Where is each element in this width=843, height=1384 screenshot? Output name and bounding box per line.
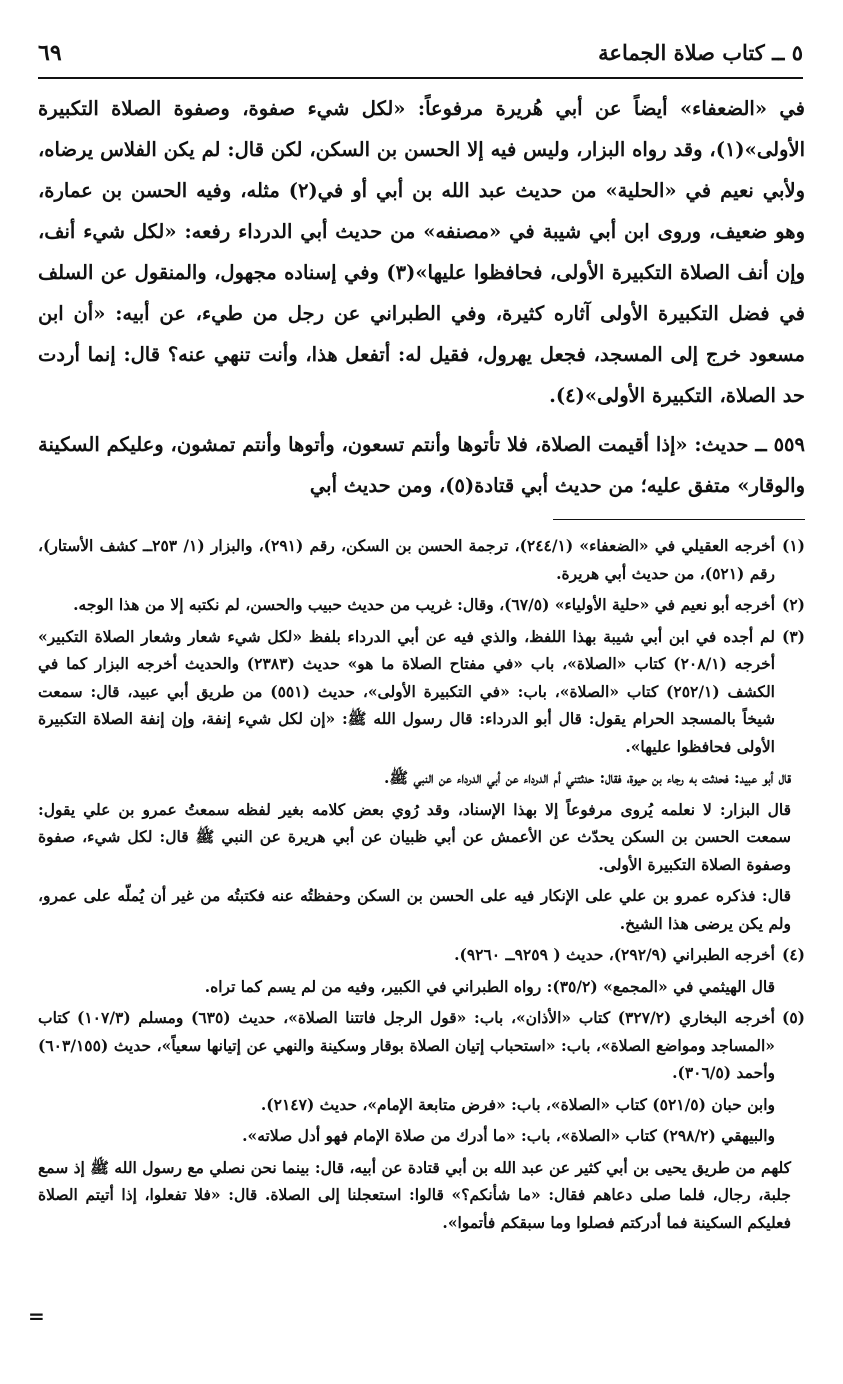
footnote-text: أخرجه العقيلي في «الضعفاء» (٢٤٤/١)، ترجمة الحسن بن السكن، رقم (٢٩١)، والبزار (١/ ٢٥٣ــ كشف الأستار)، رقم (٥٢١)، من حديث أبي هريرة. (38, 536, 776, 583)
footnote-3-continuation: قال: فذكره عمرو بن علي على الإنكار فيه على الحسن بن السكن وحفظتُه عنه فكتبتُه من غير أن يُملّه على عمرو، ولم يكن يرضى هذا الشيخ. (38, 886, 791, 933)
footnote-text: أخرجه أبو نعيم في «حلية الأولياء» (٦٧/٥)، وقال: غريب من حديث حبيب والحسن، لم نكتبه إلا من هذا الوجه. (73, 595, 775, 614)
header-rule (38, 77, 803, 79)
footnote-text: لم أجده في ابن أبي شيبة بهذا اللفظ، والذي فيه عن أبي الدرداء بلفظ «لكل شيء شعار وشعار الصلاة التكبير» أخرجه (٢٠٨/١) كتاب «الصلاة»، باب «في مفتاح الصلاة ما هو» حديث (٢٣٨٣) والحديث أخرجه البزار كما في الكشف (٢٥٢/١) كتاب «الصلاة»، باب: «في التكبيرة الأولى»، حديث (٥٥١) من طريق أبي عبيد، قال: سمعت شيخاً بالمسجد الحرام يقول: قال أبو الدرداء: قال رسول الله ﷺ: «إن لكل شيء إنفة، وإن إنفة الصلاة التكبيرة الأولى فحافظوا عليها». (38, 626, 776, 756)
footnote-4-continuation: قال الهيثمي في «المجمع» (٣٥/٢): رواه الطبراني في الكبير، وفيه من لم يسم كما تراه. (204, 976, 775, 996)
hadith-text: حديث: «إذا أقيمت الصلاة، فلا تأتوها وأنتم تسعون، وأتوها وأنتم تمشون، وعليكم السكينة والوقار» متفق عليه؛ من حديث أبي قتادة(٥)، ومن حديث أبي (38, 433, 805, 497)
running-head: ٥ ــ كتاب صلاة الجماعة (598, 40, 803, 65)
footnote-label: (١) (782, 536, 806, 555)
hadith-paragraph (38, 424, 805, 506)
footnotes (38, 532, 805, 1240)
footnote-label: (٥) (781, 1008, 805, 1027)
footnote-1 (38, 532, 805, 587)
footnote-text: أخرجه الطبراني (٢٩٢/٩)، حديث ( ٩٢٥٩ــ ٩٢٦٠). (454, 945, 775, 964)
footnote-3-continuation: قال البزار: لا نعلمه يُروى مرفوعاً إلا بهذا الإسناد، وقد رُوي بعض كلامه بغير لفظه سمعتُ عمرو بن علي يقول: سمعت الحسن بن السكن يحدّث عن الأعمش عن أبي ظبيان عن أبي هريرة عن النبي ﷺ قال: لكل شيء، صفوة وصفوة الصلاة التكبيرة الأولى. (38, 799, 791, 874)
footnote-2 (38, 591, 805, 619)
footnote-5-continuation: والبيهقي (٢٩٨/٢) كتاب «الصلاة»، باب: «ما أدرك من صلاة الإمام فهو أدل صلاته». (242, 1126, 775, 1145)
main-text (38, 88, 805, 506)
page-header (38, 38, 803, 78)
footnote-label: (٤) (781, 945, 805, 964)
footnote-3 (38, 623, 805, 761)
footnote-5-continuation: كلهم من طريق يحيى بن أبي كثير عن عبد الله بن أبي قتادة عن أبيه، قال: بينما نحن نصلي مع رسول الله ﷺ إذ سمع جلبة، رجال، فلما صلى دعاهم فقال: «ما شأنكم؟» قالوا: استعجلنا إلى الصلاة. قال: «فلا تفعلوا، إذا أتيتم الصلاة فعليكم السكينة فما أدركتم فصلوا وما سبقكم فأتموا». (38, 1157, 791, 1232)
continuation-mark: = (28, 1304, 45, 1328)
footnote-label: (٢) (781, 595, 805, 614)
footnote-text: أخرجه البخاري (٣٢٧/٢) كتاب «الأذان»، باب: «قول الرجل فاتتنا الصلاة»، حديث (٦٣٥) ومسلم (١٠٧/٣) كتاب «المساجد ومواضع الصلاة»، باب: «استحباب إتيان الصلاة بوقار وسكينة والنهي عن إتيانها سعياً»، حديث (٦٠٣/١٥٥) وأحمد (٣٠٦/٥). (38, 1008, 775, 1082)
footnote-5-continuation: وابن حبان (٥٢١/٥) كتاب «الصلاة»، باب: «فرض متابعة الإمام»، حديث (٢١٤٧). (260, 1094, 775, 1114)
hadith-number: ٥٥٩ ــ (755, 433, 805, 456)
footnote-5 (38, 1004, 805, 1087)
footnote-rule (553, 519, 805, 520)
footnote-label: (٣) (781, 626, 805, 646)
page-number: ٦٩ (38, 40, 62, 66)
body-paragraph: في «الضعفاء» أيضاً عن أبي هُريرة مرفوعاً: «لكل شيء صفوة، وصفوة الصلاة التكبيرة الأولى»(١)، وقد رواه البزار، وليس فيه إلا الحسن بن السكن، لكن قال: لم يكن الفلاس يرضاه، ولأبي نعيم في «الحلية» من حديث عبد الله بن أبي أو في(٢) مثله، وفيه الحسن بن عمارة، وهو ضعيف، وروى ابن أبي شيبة في «مصنفه» من حديث أبي الدرداء رفعه: «لكل شيء أنف، وإن أنف الصلاة التكبيرة الأولى، فحافظوا عليها»(٣) وفي إسناده مجهول، والمنقول عن السلف في فضل التكبيرة الأولى آثاره كثيرة، وفي الطبراني عن رجل من طيء، عن أبيه: «أن ابن مسعود خرج إلى المسجد، فجعل يهرول، فقيل له: أتفعل هذا، وأنت تنهي عنه؟ قال: إنما أردت حد الصلاة، التكبيرة الأولى»(٤). (38, 97, 806, 407)
footnote-3-continuation: قال أبو عبيد: فحدثت به رجاء بن حيوة، فقال: حدثتني أم الدرداء عن أبي الدرداء عن النبي ﷺ. (384, 768, 791, 787)
footnote-4 (38, 941, 805, 969)
